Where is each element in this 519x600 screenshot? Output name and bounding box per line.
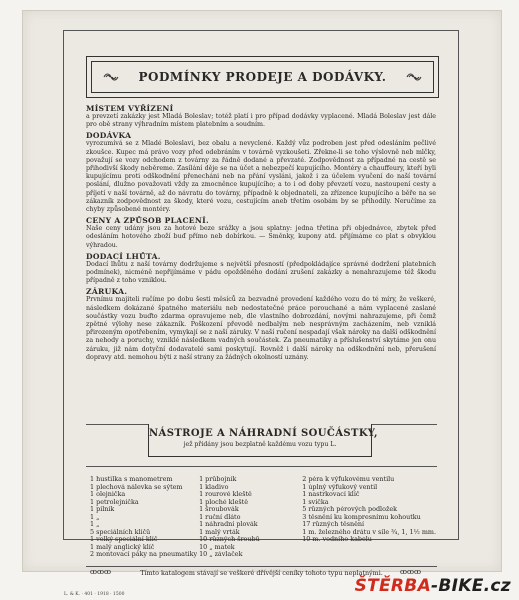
section-text-dodavka: vyrozumívá se z Mladé Boleslavi, bez obalu a nevyclené. Každý vůz podroben jest před odesláním pečlivé zkoušce. Kupec má právo vozy před odebráním v továrně vyzkoušeti. Zřekne-li se toho výslovně neb mlčky, považují se vozy odchodem z továrny za řádně dodané a převzaté. Zodpovědnost za případné na cestě se přihodivší škody neběreme. Zasílání děje se na účet a nebezpečí kupujícího. Montéry a chauffeury, kteří byli kupujícímu proti odškodnění přenecháni neb na přání vysláni, jakož i za účelem vyučení do naší tovární poslání, dlužno považovati vždy za zmocněnce kupujícího; a to i od doby převzetí vozu, nastoupení cesty a příjetí v naší továrně, až do návratu do továrny, případně k objednateli, za zřízence kupujícího a běře na se zákazník zodpovědnost za škody, které vozu, cestujícím aneb třetím osobám by se přihodily. Neručíme za chyby způsobené montéry. [86,140,436,214]
parts-item: 1 plechová nálevka se sýtem [90,483,183,491]
header-inner-border [91,61,434,93]
parts-column-3 [300,476,436,566]
footer-note: Tímto katalogem stávají se veškeré dřívější ceníky tohoto typu neplatnými. [140,569,383,577]
parts-item: 1 ploché kleště [199,498,248,506]
parts-item: 5 různých pérových podložek [302,506,397,513]
parts-item: 1 ruční dláto [199,513,241,521]
parts-item: 1 svíčka [302,498,329,506]
parts-item: 1 kladivo [199,483,229,491]
ornament-right-icon [405,72,423,82]
parts-item: 5 speciálních klíčů [90,528,151,536]
section-text-lhuta: Dodací lhůtu z naší továrny dodržujeme s největší přesností (předpokládajíce správné dodržení platebních podmínek), nicméně nepřijímáme v pádu opožděného dodání zrušení zakázky a nenahrazujeme též škodu případně z toho vzniklou. [86,260,436,285]
section-text-ceny: Naše ceny udány jsou za hotové beze srážky a jsou splatny: jedna třetina při objednávce, zbytek před odesláním hotového zboží buď přímo neb dobírkou. — Směnky, kupony atd. přijímáme co plat s obvyklou výhradou. [86,225,436,249]
divider [86,566,437,567]
parts-item: 1 nastrkovací klíč [302,491,360,498]
parts-subtitle: jež přidány jsou bezplatně každému vozu typu L. [183,441,337,448]
parts-item: 1 průbojník [199,476,237,483]
parts-item: 10 „ matek [199,543,235,551]
parts-item: 10 „ závlaček [199,551,243,558]
section-text-vyrizeni: a prevzetí zakázky jest Mladá Boleslav; totéž platí i pro případ dodávky vyplacené. Mladá Boleslav jest dále pro obě strany výhradním místem platebním a soudním. [86,113,436,129]
parts-item: 10 m. vodního kabelu [302,536,372,543]
parts-item: 1 olejnička [90,491,126,498]
parts-item: 1 m. železného drátu v síle ¾, 1, 1½ mm. [302,528,436,536]
parts-column-1 [88,476,197,566]
parts-item: 1 petrolejnička [90,498,139,506]
parts-column-2 [197,476,300,566]
parts-title: NÁSTROJE A NÁHRADNÍ SOUČÁSTKY, [149,428,378,439]
parts-item: 1 hustilka s manometrem [90,476,173,483]
page-title: PODMÍNKY PRODEJE A DODÁVKY. [138,70,387,84]
section-heading-dodavka: DODÁVKA [86,131,132,141]
watermark-part-1: ŠTĚRBA [354,576,432,596]
parts-item: 1 malý anglický klíč [90,543,155,551]
parts-item: 2 péra k výfukovému ventilu [302,476,395,483]
parts-item: 1 úplný výfukový ventil [302,483,378,491]
parts-item: 10 různých šroubů [199,536,260,543]
divider [86,466,437,467]
parts-item: 1 šroubovák [199,506,239,513]
section-heading-vyrizeni: MÍSTEM VYŘÍZENÍ [86,104,174,113]
terms-body [86,104,436,424]
parts-header-box [148,424,378,457]
parts-item: 3 těsnění ku kompresnímu kohoutku [302,513,421,521]
section-heading-zaruka: ZÁRUKA. [86,287,128,297]
parts-item: 17 různých těsnění [302,521,365,528]
parts-item: 1 velký speciální klíč [90,536,158,543]
site-watermark [355,576,511,596]
watermark-part-2: -BIKE.cz [431,576,511,596]
section-heading-ceny: CENY A ZPŮSOB PLACENÍ. [86,216,209,226]
parts-item: 1 „ [90,513,100,521]
ornament-left-icon [102,72,120,82]
parts-item: 1 malý vrták [199,528,240,536]
parts-item: 2 montovací páky na pneumatiky [90,551,198,558]
section-text-zaruka: Prvnímu majiteli ručíme po dobu šesti měsíců za bezvadné provedení každého vozu do té míry, že veškeré, následkem dokázané špatného materiálu neb nedostatečné práce porouchané a nám vyplacené zaslané součástky vozu buďto zdarma opravujeme neb, dle vlastního dobrozdání, novými nahrazujeme, při čemž zpětné výlohy nese zákazník. Poškození převodě nedbalým neb nesprávným zacházením, neb vzniklá přirozeným opotřebením, vymykají se z naší záruky. V naší ručení nespadají však nároky na další odškodnění za nehody a poruchy, vzniklé následkem vadných součástek. Za pneumatiky a příslušenství skytáme jen onu záruku, již nám dotyční dodavatelé sami poskytují. Rovněž i další nároky na odškodnění neb, přerušení dopravy atd. nemohou býti z naší strany za žádných okolností uznány. [86,296,436,361]
section-heading-lhuta: DODACÍ LHŮTA. [86,251,161,261]
parts-item: 1 pilník [90,506,115,513]
header-box [86,56,439,98]
footer-ornament-right-icon: ꝏꝏꝏ [400,568,421,576]
parts-item: 1 náhradní plovák [199,521,258,528]
parts-list [88,476,436,566]
parts-item: 1 „ [90,521,100,528]
parts-item: 1 rourové kleště [199,491,252,498]
printer-mark: L. & K. · 401 · 1918 · 1500 [64,592,125,597]
footer-ornament-left-icon: ꝏꝏꝏ [90,568,111,576]
